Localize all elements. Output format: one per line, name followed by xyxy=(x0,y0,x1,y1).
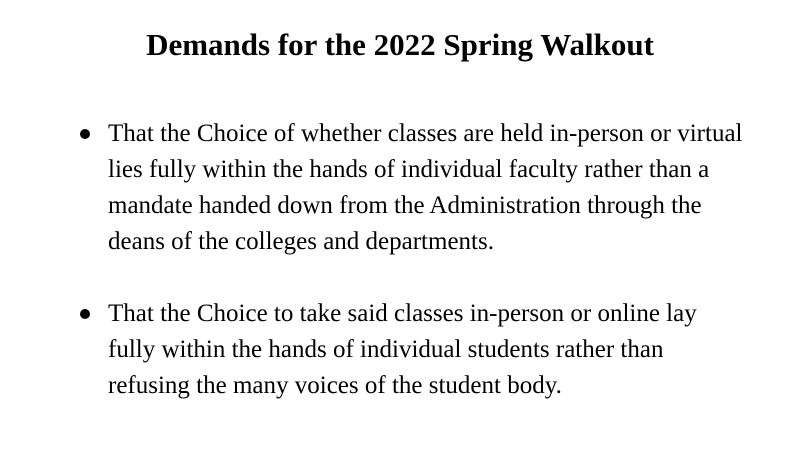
list-item xyxy=(0,296,748,404)
demand-text: That the Choice of whether classes are held in-person or virtual lies fully within the hands of individual faculty rather than a mandate handed down from the Administration through the deans of the colleges and departments. xyxy=(108,120,743,255)
bullet-icon xyxy=(80,129,90,139)
demand-text: That the Choice to take said classes in-person or online lay fully within the hands of individual students rather than refusing the many voices of the student body. xyxy=(108,300,697,399)
bullet-icon xyxy=(80,309,90,319)
list-item xyxy=(0,116,748,260)
demands-list xyxy=(0,116,800,404)
page-title: Demands for the 2022 Spring Walkout xyxy=(146,27,654,62)
